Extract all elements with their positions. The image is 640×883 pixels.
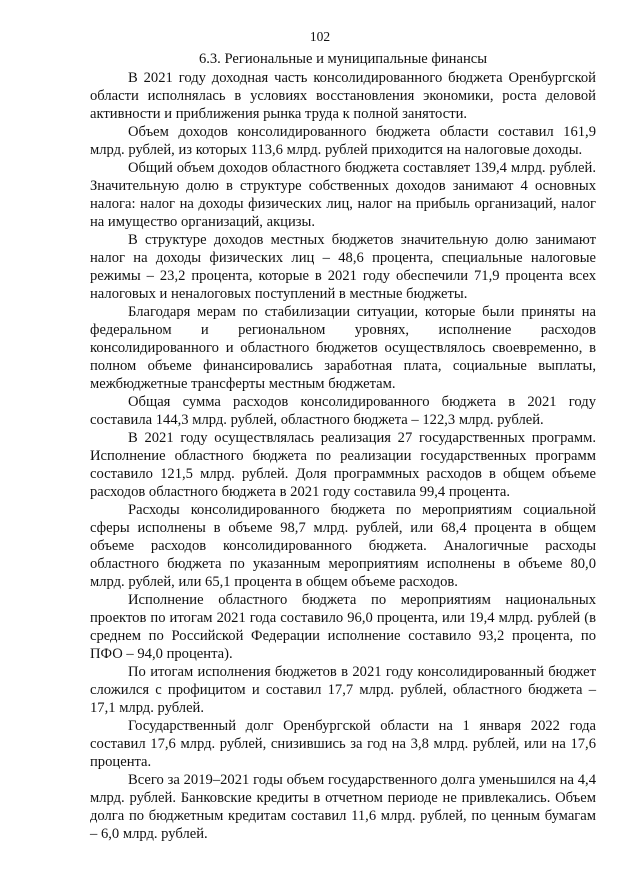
paragraph: Объем доходов консолидированного бюджета области составил 161,9 млрд. рублей, из которых 113,6 млрд. рублей приходится на налоговые доходы. <box>90 124 596 158</box>
paragraph: Всего за 2019–2021 годы объем государственного долга уменьшился на 4,4 млрд. рублей. Банковские кредиты в отчетном периоде не привлекались. Объем долга по бюджетным кредитам составил 11,6 млрд. рублей, по ценным бумагам – 6,0 млрд. рублей. <box>90 772 596 842</box>
section-title: 6.3. Региональные и муниципальные финансы <box>198 51 488 67</box>
paragraph: Общий объем доходов областного бюджета составляет 139,4 млрд. рублей. Значительную долю в структуре собственных доходов занимают 4 основных налога: налог на доходы физических лиц, налог на прибыль организаций, налог на имущество организаций, акцизы. <box>90 160 596 230</box>
paragraph: В 2021 году осуществлялась реализация 27 государственных программ. Исполнение областного бюджета по реализации государственных программ составило 121,5 млрд. рублей. Доля программных расходов в общем объеме расходов областного бюджета в 2021 году составила 99,4 процента. <box>90 430 596 500</box>
paragraph: Государственный долг Оренбургской области на 1 января 2022 года составил 17,6 млрд. рублей, снизившись за год на 3,8 млрд. рублей, или на 17,6 процента. <box>90 718 596 770</box>
paragraph: Исполнение областного бюджета по мероприятиям национальных проектов по итогам 2021 года составило 96,0 процента, или 19,4 млрд. рублей (в среднем по Российской Федерации исполнение составило 93,2 процента, по ПФО – 94,0 процента). <box>90 592 596 662</box>
body-text <box>90 69 596 843</box>
paragraph: В структуре доходов местных бюджетов значительную долю занимают налог на доходы физических лиц – 48,6 процента, специальные налоговые режимы – 23,2 процента, которые в 2021 году обеспечили 71,9 процента всех налоговых и неналоговых поступлений в местные бюджеты. <box>90 232 596 302</box>
paragraph: В 2021 году доходная часть консолидированного бюджета Оренбургской области исполнялась в условиях восстановления экономики, роста деловой активности и приближения рынка труда к полной занятости. <box>90 70 596 122</box>
paragraph: Благодаря мерам по стабилизации ситуации, которые были приняты на федеральном и региональном уровнях, исполнение расходов консолидированного и областного бюджетов осуществлялось своевременно, в полном объеме финансировались заработная плата, социальные выплаты, межбюджетные трансферты местным бюджетам. <box>90 304 596 392</box>
paragraph: По итогам исполнения бюджетов в 2021 году консолидированный бюджет сложился с профицитом и составил 17,7 млрд. рублей, областного бюджета – 17,1 млрд. рублей. <box>90 664 596 716</box>
paragraph: Общая сумма расходов консолидированного бюджета в 2021 году составила 144,3 млрд. рублей, областного бюджета – 122,3 млрд. рублей. <box>90 394 596 428</box>
paragraph: Расходы консолидированного бюджета по мероприятиям социальной сферы исполнены в объеме 98,7 млрд. рублей, или 68,4 процента в общем объеме расходов консолидированного бюджета. Аналогичные расходы областного бюджета по указанным мероприятиям исполнены в объеме 80,0 млрд. рублей, или 65,1 процента в общем объеме расходов. <box>90 502 596 590</box>
page-number: 102 <box>309 29 331 44</box>
